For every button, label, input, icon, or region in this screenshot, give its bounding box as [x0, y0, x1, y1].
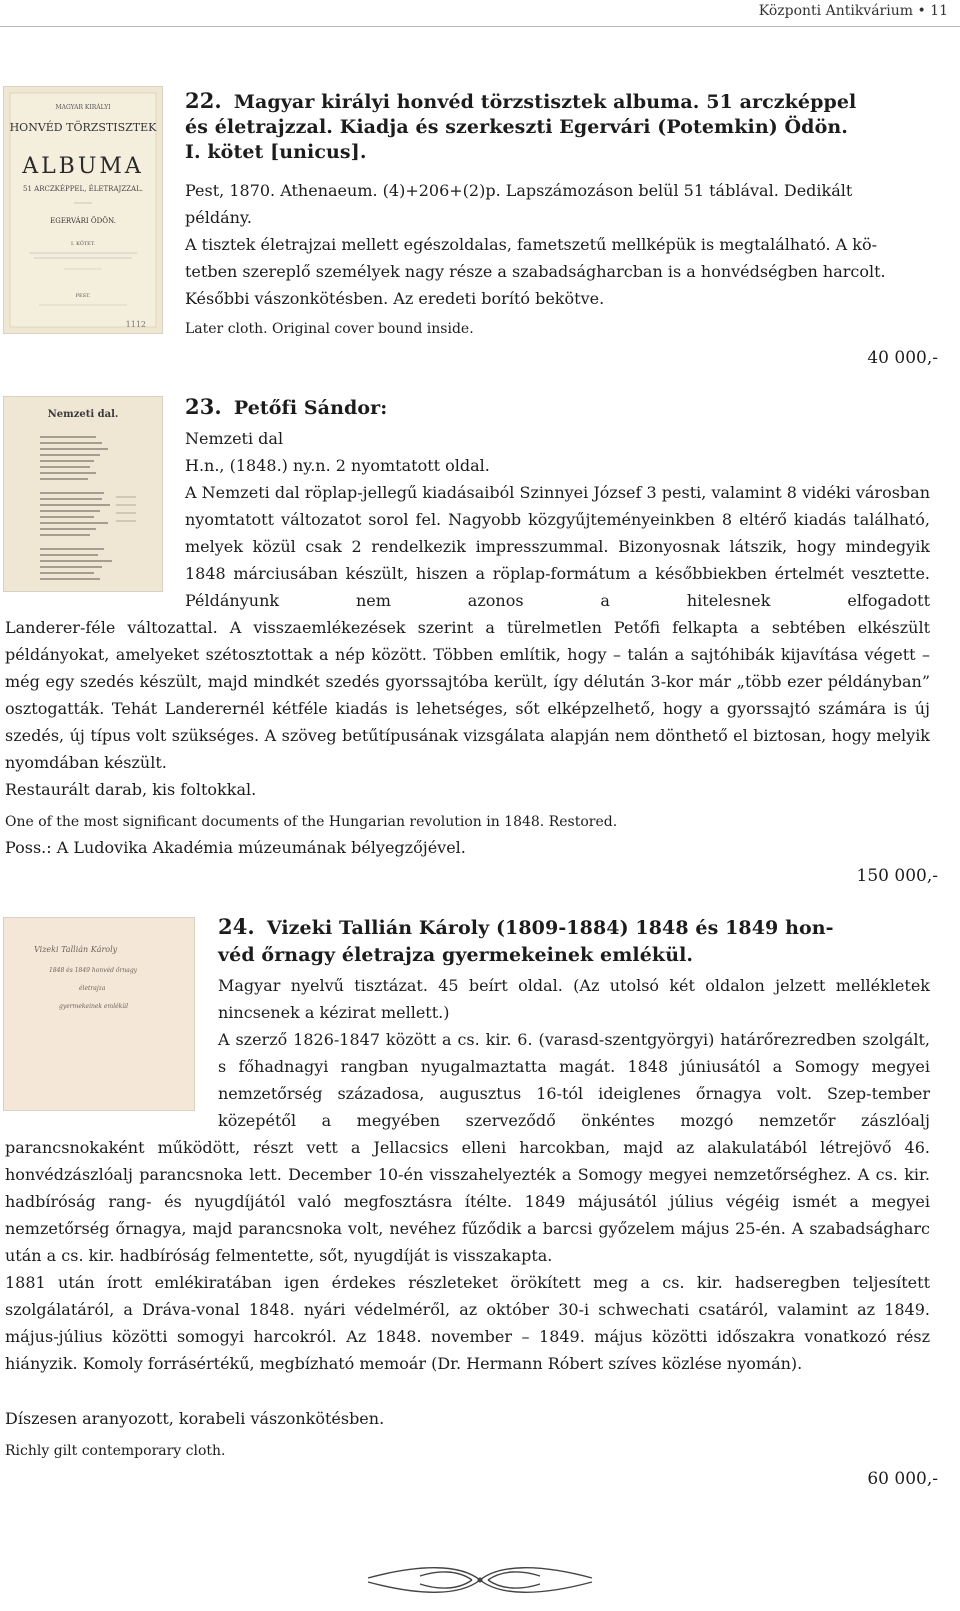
- binding-note: Díszesen aranyozott, korabeli vászonkötésben.: [5, 1409, 385, 1428]
- cover-line: I. KÖTET.: [70, 241, 96, 247]
- description-paragraph: Magyar nyelvű tisztázat. 45 beírt oldal. (Az utolsó két oldalon jelzett mellékletek nincsenek a kézirat mellett.): [218, 976, 930, 1022]
- provenance-note: Poss.: A Ludovika Akadémia múzeumának bélyegzőjével.: [5, 838, 466, 857]
- title-line: véd őrnagy életrajza gyermekeinek emlékül.: [218, 944, 694, 966]
- cover-line: 1112: [125, 320, 146, 329]
- body-line: tetben szereplő személyek nagy része a szabadságharcban is a honvédségben harcolt.: [185, 262, 886, 281]
- title-text: Magyar királyi honvéd törzstisztek albuma. 51 arczképpel: [233, 91, 857, 113]
- body-line: A tisztek életrajzai mellett egészoldalas, fametszetű mellképük is megtalálható. A kö-: [185, 235, 878, 254]
- entry-23-title: [185, 394, 387, 421]
- title-line: [185, 88, 935, 115]
- description-paragraph: A Nemzeti dal röplap-jellegű kiadásaiból Szinnyei József 3 pesti, valamint 8 vidéki városban nyomtatott változatot sorol fel. Nagyobb közgyűjteményeinkben 8 eltérő kiadás található, melyek közül csak 2 rendelkezik impresszummal. Bizonyosnak látszik, hogy mindegyik 1848 márciusában készült, hiszen a röplap-formátum a későbbiekben értelmét vesztette. Példányunk nem azonos a hitelesnek elfogadott: [185, 483, 930, 610]
- body-line: példány.: [185, 208, 252, 227]
- title-line: [218, 913, 930, 942]
- title-line: és életrajzzal. Kiadja és szerkeszti Egervári (Potemkin) Ödön.: [185, 116, 848, 138]
- english-note: Richly gilt contemporary cloth.: [5, 1443, 226, 1459]
- title-text: Petőfi Sándor:: [233, 397, 388, 419]
- cover-line: HONVÉD TÖRZSTISZTEK: [9, 121, 157, 134]
- title-text: Vizeki Tallián Károly (1809-1884) 1848 és 1849 hon-: [266, 917, 834, 939]
- entry-22-title: [185, 88, 935, 165]
- price: 150 000,-: [856, 866, 938, 886]
- manuscript-line: 1848 és 1849 honvéd őrnagy: [49, 967, 138, 974]
- manuscript-image: [3, 917, 195, 1111]
- leaflet-image: [3, 396, 163, 592]
- english-note: Later cloth. Original cover bound inside.: [185, 321, 474, 337]
- cover-line: 51 ARCZKÉPPEL, ÉLETRAJZZAL.: [23, 185, 143, 193]
- cover-line: EGERVÁRI ÖDÖN.: [50, 217, 116, 225]
- entry-number: 22.: [185, 88, 222, 113]
- price: 40 000,-: [867, 348, 938, 368]
- manuscript-line: Vizeki Tallián Károly: [34, 945, 118, 954]
- page-header-text: Központi Antikvárium • 11: [758, 3, 948, 19]
- leaflet-title: Nemzeti dal.: [47, 409, 119, 420]
- cover-line: PEST.: [75, 293, 91, 299]
- description-paragraph: 1881 után írott emlékiratában igen érdekes részleteket örökített meg a cs. kir. hadseregben teljesített szolgálatáról, a Dráva-vonal 1848. nyári védelméről, az október 30-i schwechati csatáról, valamint az 1849. május-július közötti somogyi harcokról. Az 1848. november – 1849. május közötti időszakra vonatkozó rész hiányzik. Komoly forrásértékű, megbízható memoár (Dr. Hermann Róbert szíves közlése nyomán).: [5, 1273, 930, 1373]
- entry-24-title: [218, 913, 930, 969]
- description-paragraph: A szerző 1826-1847 között a cs. kir. 6. (varasd-szentgyörgyi) határőrezredben szolgált, s főhadnagyi rangban nyugalmaztatta magát. 1848 júniusától a Somogy megyei nemzetőrség századosa, augusztus 16-tól ideiglenes őrnagya volt. Szep-tember közepétől a megyében szerveződő önkéntes mozgó nemzetőr zászlóalj: [218, 1030, 930, 1130]
- body-line: Későbbi vászonkötésben. Az eredeti borító bekötve.: [185, 289, 605, 308]
- entry-number: 23.: [185, 394, 222, 419]
- book-cover-image: [3, 86, 163, 334]
- body-line: Pest, 1870. Athenaeum. (4)+206+(2)p. Lapszámozáson belül 51 táblával. Dedikált: [185, 181, 853, 200]
- cover-line: ALBUMA: [22, 154, 144, 179]
- title-line: I. kötet [unicus].: [185, 141, 367, 163]
- subtitle: Nemzeti dal: [185, 429, 284, 448]
- condition-note: Restaurált darab, kis foltokkal.: [5, 780, 257, 799]
- entry-number: 24.: [218, 914, 255, 939]
- description-paragraph: parancsnokaként működött, részt vett a Jellacsics elleni harcokban, majd az alakulatából létrejövő 46. honvédzászlóalj parancsnoka lett. December 10-én visszahelyezték a Somogy megyei nemzetőrséghez. A cs. kir. hadbíróság rang- és nyugdíjától való megfosztásra ítélte. 1849 májusától július végéig ismét a megyei nemzetőrség őrnagya, majd parancsnoka volt, nevéhez fűződik a barcsi győzelem május 25-én. A szabadságharc után a cs. kir. hadbíróság felmentette, sőt, nyugdíját is visszakapta.: [5, 1138, 930, 1265]
- manuscript-line: gyermekeinek emlékül: [59, 1003, 129, 1010]
- ornament-divider: [360, 1560, 600, 1604]
- page-header: [0, 0, 960, 27]
- price: 60 000,-: [867, 1469, 938, 1489]
- manuscript-line: életrajza: [79, 985, 106, 992]
- english-note: One of the most significant documents of the Hungarian revolution in 1848. Restored.: [5, 814, 618, 830]
- cover-line: MAGYAR KIRÁLYI: [55, 104, 111, 111]
- imprint: H.n., (1848.) ny.n. 2 nyomtatott oldal.: [185, 456, 490, 475]
- description-paragraph: Landerer-féle változattal. A visszaemlékezések szerint a türelmetlen Petőfi felkapta a sebtében elkészült példányokat, amelyeket szétosztottak a nép között. Többen említik, hogy – talán a sajtóhibák kijavítása végett – még egy szedés készült, majd mindkét szedés gyorssajtóba került, így délután 3-kor már „több ezer példányban” osztogatták. Tehát Landerernél kétféle kiadás is lehetséges, sőt elképzelhető, hogy a gyorssajtó számára is új szedés, új típus volt szükséges. A szöveg betűtípusának vizsgálata alapján nem dönthető el biztosan, hogy melyik nyomdában készült.: [5, 618, 930, 772]
